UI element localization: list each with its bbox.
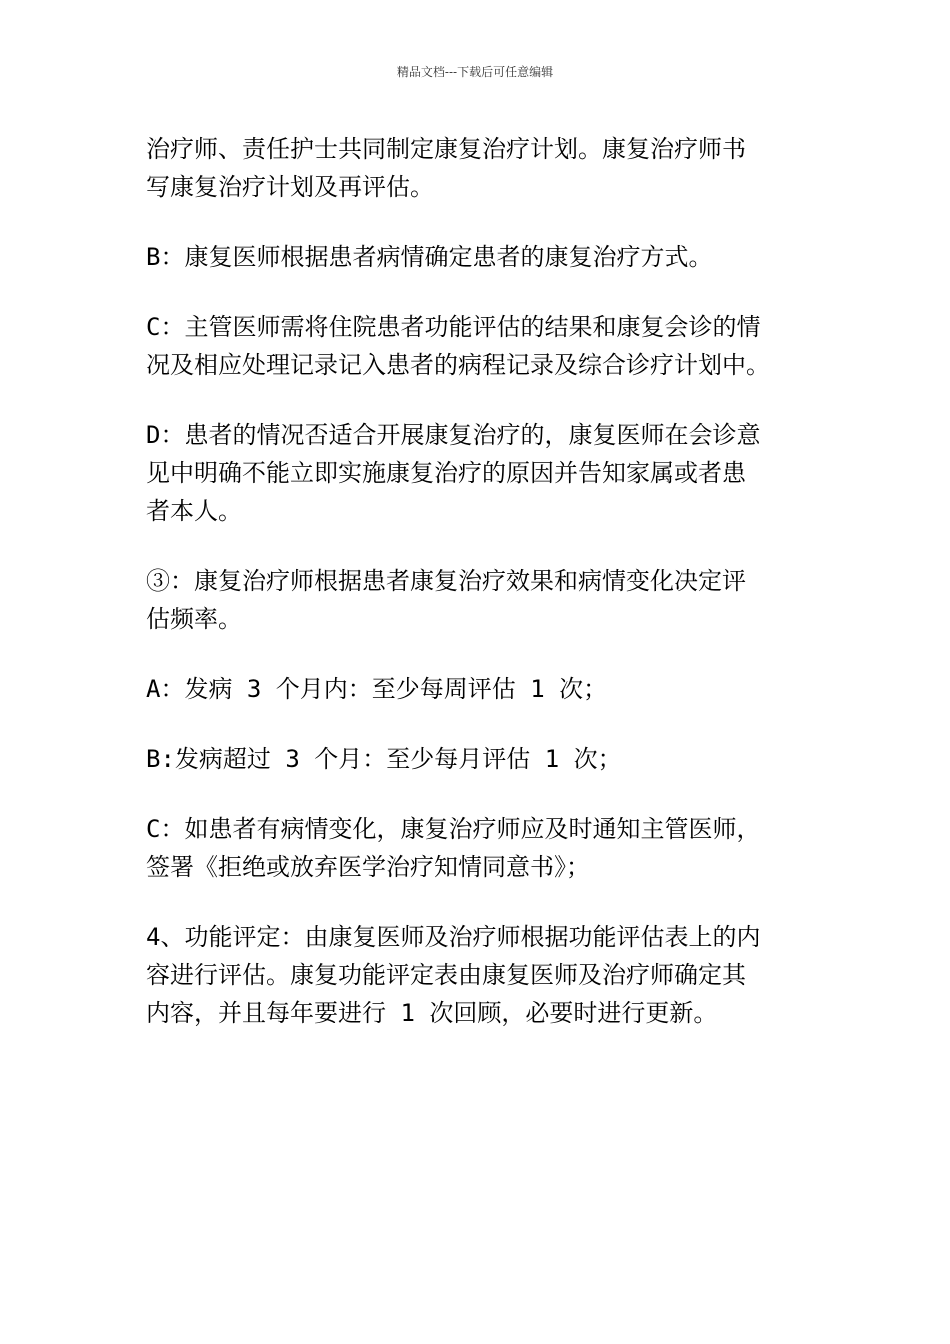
text-line: 写康复治疗计划及再评估。 xyxy=(146,173,434,201)
text-line: D：患者的情况否适合开展康复治疗的，康复医师在会诊意 xyxy=(146,421,761,449)
text-line: 4、功能评定：由康复医师及治疗师根据功能评估表上的内 xyxy=(146,923,761,951)
text-line: 者本人。 xyxy=(146,497,242,525)
text-line: A：发病 3 个月内：至少每周评估 1 次； xyxy=(146,675,608,703)
paragraph-item-d-suitability xyxy=(146,416,810,530)
text-line: C：如患者有病情变化，康复治疗师应及时通知主管医师， xyxy=(146,815,761,843)
text-line: 容进行评估。康复功能评定表由康复医师及治疗师确定其 xyxy=(146,961,746,989)
document-body xyxy=(146,130,810,1064)
paragraph-plan xyxy=(146,130,810,206)
text-line: 治疗师、责任护士共同制定康复治疗计划。康复治疗师书 xyxy=(146,135,746,163)
text-line: 内容，并且每年要进行 1 次回顾，必要时进行更新。 xyxy=(146,999,718,1027)
paragraph-item-b-monthly xyxy=(146,740,810,778)
text-line: C：主管医师需将住院患者功能评估的结果和康复会诊的情 xyxy=(146,313,761,341)
text-line: B:发病超过 3 个月：至少每月评估 1 次； xyxy=(146,745,622,773)
text-line: 签署《拒绝或放弃医学治疗知情同意书》； xyxy=(146,853,590,881)
paragraph-item-4-assessment xyxy=(146,918,810,1032)
paragraph-item-c-records xyxy=(146,308,810,384)
paragraph-item-c-change xyxy=(146,810,810,886)
paragraph-item-a-weekly xyxy=(146,670,810,708)
text-line: B：康复医师根据患者病情确定患者的康复治疗方式。 xyxy=(146,243,713,271)
paragraph-item-3-frequency xyxy=(146,562,810,638)
paragraph-item-b-treatment xyxy=(146,238,810,276)
text-line: 估频率。 xyxy=(146,605,242,633)
text-line: ③：康复治疗师根据患者康复治疗效果和病情变化决定评 xyxy=(146,567,746,595)
page-header: 精品文档---下载后可任意编辑 xyxy=(396,65,554,79)
text-line: 见中明确不能立即实施康复治疗的原因并告知家属或者患 xyxy=(146,459,746,487)
text-line: 况及相应处理记录记入患者的病程记录及综合诊疗计划中。 xyxy=(146,351,770,379)
